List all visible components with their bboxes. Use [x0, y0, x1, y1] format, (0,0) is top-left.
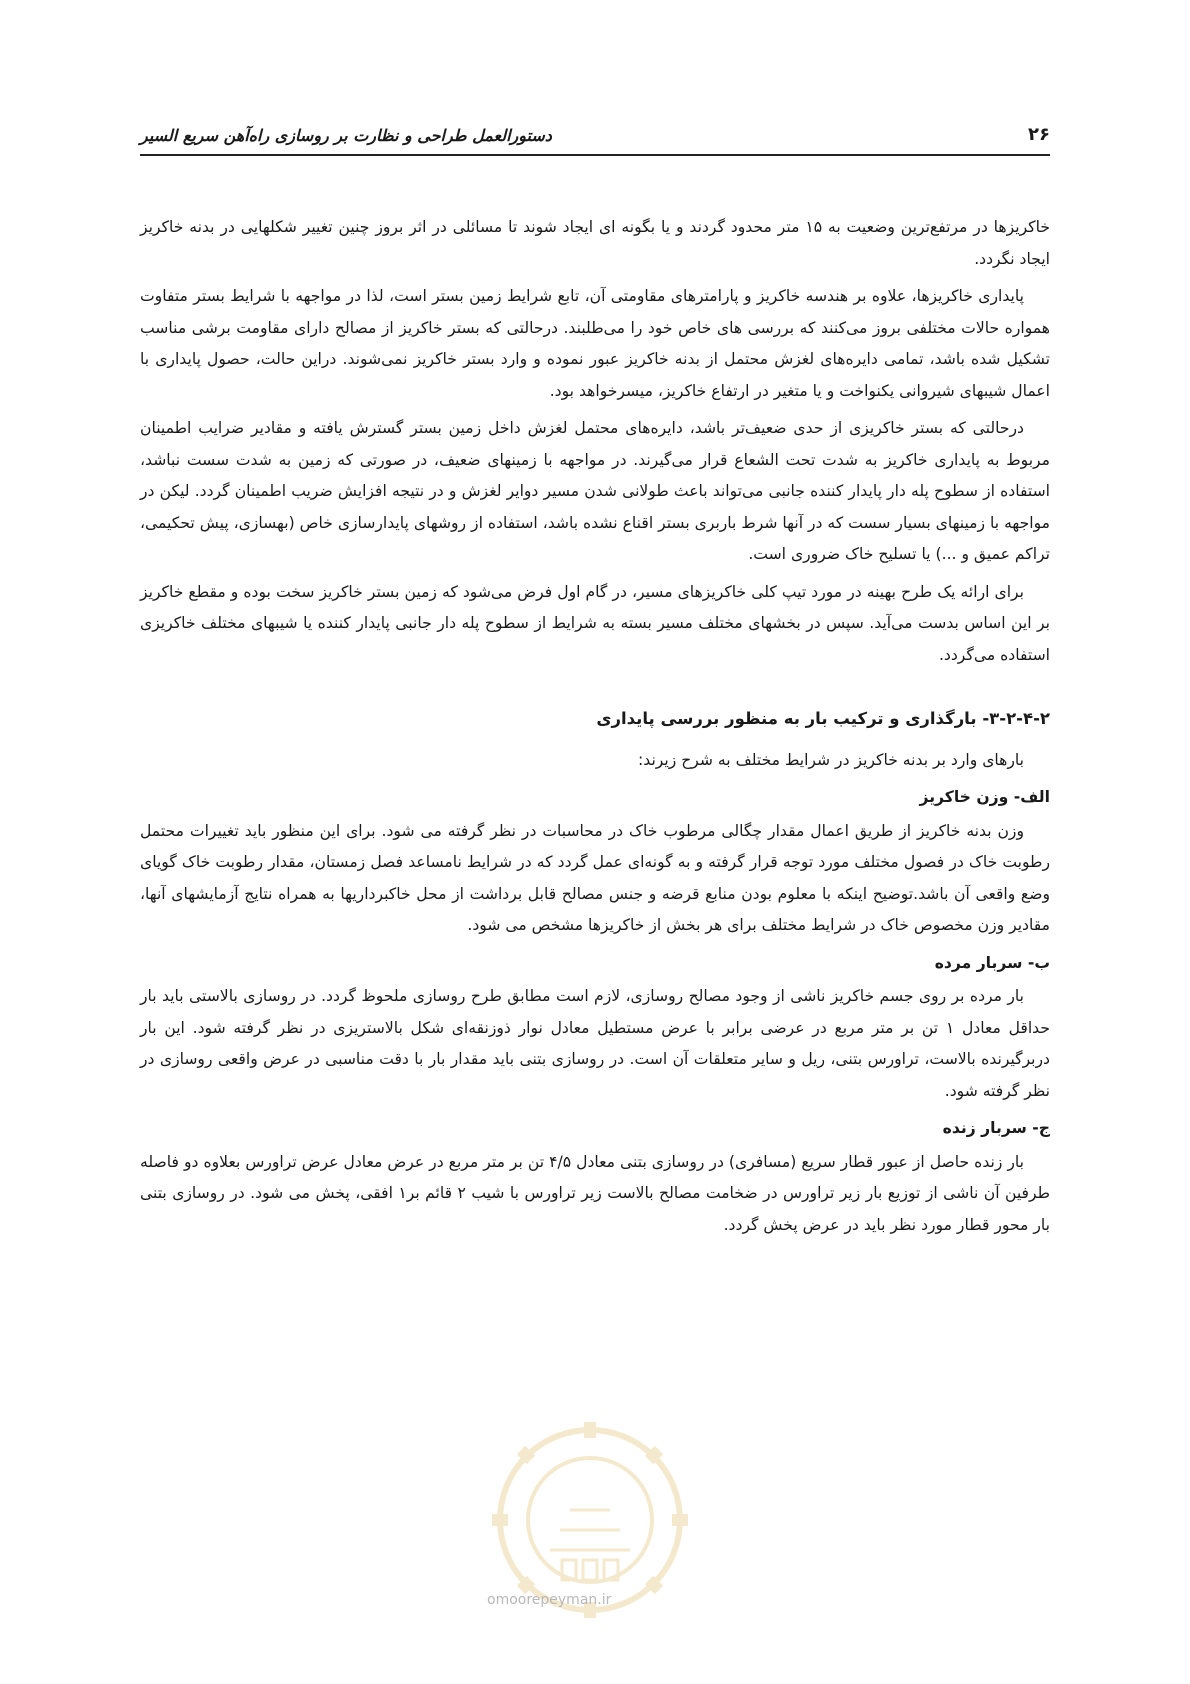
page-header — [140, 124, 1050, 156]
watermark-logo — [490, 1420, 690, 1620]
watermark-url: omoorepeyman.ir — [487, 1592, 612, 1608]
paragraph: خاکریزها در مرتفع‌ترین وضعیت به ۱۵ متر محدود گردند و یا بگونه ای ایجاد شوند تا مسائلی در اثر بروز چنین تغییر شکلهایی در بدنه خاکریز ایجاد نگردد. — [140, 218, 1050, 268]
paragraph: وزن بدنه خاکریز از طریق اعمال مقدار چگالی مرطوب خاک در محاسبات در نظر گرفته می شود. برای این منظور باید تغییرات محتمل رطوبت خاک در فصول مختلف مورد توجه قرار گرفته و به گونه‌ای عمل گردد که در شرایط نامساعد فصل زمستان، مقدار رطوبت خاک گویای وضع واقعی آن باشد.توضیح اینکه با معلوم بودن منابع قرضه و جنس مصالح قابل برداشت از محل خاکبرداریها به همراه نتایج آزمایشهای آنها، مقادیر وزن مخصوص خاک در شرایط مختلف برای هر بخش از خاکریزها مشخص می شود. — [140, 821, 1050, 934]
paragraph: بار زنده حاصل از عبور قطار سریع (مسافری) در روسازی بتنی معادل ۴/۵ تن بر متر مربع در عرض معادل عرض تراورس بعلاوه دو فاصله طرفین آن ناشی از توزیع بار زیر تراورس در ضخامت مصالح بالاست زیر تراورس با شیب ۲ قائم بر۱ افقی، پخش می شود. در روسازی بتنی بار محور قطار مورد نظر باید در عرض پخش گردد. — [140, 1152, 1051, 1234]
subheading-live-load: ج- سربار زنده — [942, 1119, 1050, 1137]
section-heading: ۳-۲-۴-۲- بارگذاری و ترکیب بار به منظور بررسی پایداری — [596, 709, 1050, 728]
paragraph: پایداری خاکریزها، علاوه بر هندسه خاکریز و پارامترهای مقاومتی آن، تابع شرایط زمین بستر است، لذا در مواجهه با شرایط بستر متفاوت همواره حالات مختلفی بروز می‌کنند که بررسی های خاص خود را می‌طلبند. درحالتی که بستر خاکریز از مصالح دارای مقاومت برشی مناسب تشکیل شده باشد، تمامی دایره‌های لغزش محتمل از بدنه خاکریز عبور نموده و وارد بستر خاکریز نمی‌شوند. دراین حالت، حصول پایداری با اعمال شیبهای شیروانی یکنواخت و یا متغیر در ارتفاع خاکریز، میسرخواهد بود. — [140, 287, 1050, 400]
page-body — [140, 212, 1050, 1247]
paragraph: درحالتی که بستر خاکریزی از حدی ضعیف‌تر باشد، دایره‌های محتمل لغزش داخل زمین بستر گسترش یافته و مقادیر ضرایب اطمینان مربوط به پایداری خاکریز به شدت تحت الشعاع قرار می‌گیرند. در مواجهه با زمینهای ضعیف، در صورتی که زمین به شدت سست نباشد، استفاده از سطوح پله دار پایدار کننده جانبی می‌تواند باعث طولانی شدن مسیر دوایر لغزش و در نتیجه افزایش ضریب اطمینان گردد. لیکن در مواجهه با زمینهای بسیار سست که در آنها شرط باربری بستر اقناع نشده باشد، استفاده از روشهای پایدارسازی خاص (بهسازی، پیش تحکیمی، تراکم عمیق و ...) یا تسلیح خاک ضروری است. — [140, 419, 1050, 563]
paragraph: بار مرده بر روی جسم خاکریز ناشی از وجود مصالح روسازی، لازم است مطابق طرح روسازی ملحوظ گردد. در روسازی بالاستی باید بار حداقل معادل ۱ تن بر متر مربع در عرضی برابر با عرض مستطیل معادل نوار ذوزنقه‌ای شکل بالاستریزی در نظر گرفته شود. این بار دربرگیرنده بالاست، تراورس بتنی، ریل و سایر متعلقات آن است. در روسازی بتنی باید مقدار بار با دقت مناسبی در عرض واقعی روسازی در نظر گرفته شود. — [140, 987, 1050, 1100]
running-title: دستورالعمل طراحی و نظارت بر روسازی راه‌آهن سریع السیر — [140, 126, 552, 145]
subheading-dead-load: ب- سربار مرده — [934, 953, 1050, 972]
page-number: ۲۶ — [1028, 124, 1050, 145]
gear-logo-icon — [490, 1420, 690, 1620]
paragraph: بارهای وارد بر بدنه خاکریز در شرایط مختلف به شرح زیرند: — [638, 750, 1024, 769]
paragraph: برای ارائه یک طرح بهینه در مورد تیپ کلی خاکریزهای مسیر، در گام اول فرض می‌شود که زمین بستر خاکریز سخت بوده و مقطع خاکریز بر این اساس بدست می‌آید. سپس در بخشهای مختلف مسیر بسته به شرایط از سطوح پله دار جانبی پایدار کننده یا شیبهای مختلف خاکریزی استفاده می‌گردد. — [140, 582, 1050, 664]
subheading-soil-weight: الف- وزن خاکریز — [919, 788, 1050, 806]
